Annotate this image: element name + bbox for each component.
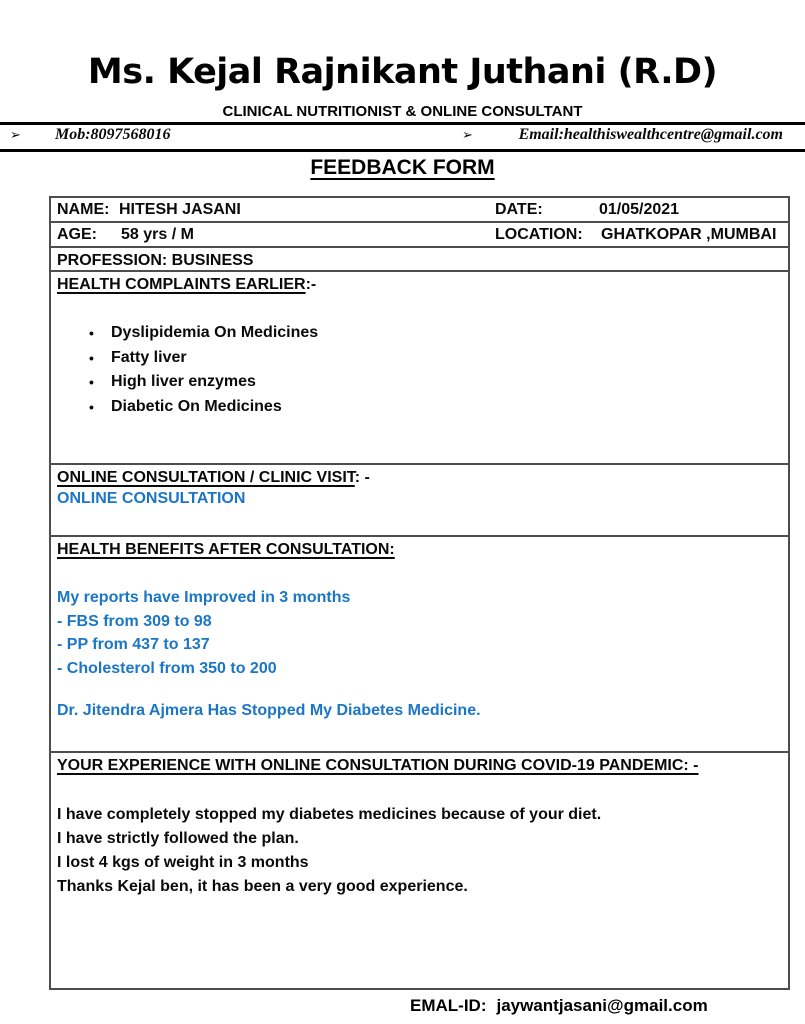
row-name-date: [51, 198, 788, 223]
form-title-text: FEEDBACK FORM: [310, 156, 495, 179]
section-health-benefits: [51, 541, 788, 753]
page-title: Ms. Kejal Rajnikant Juthani (R.D): [87, 52, 718, 92]
date-value: 01/05/2021: [599, 201, 680, 218]
complaints-heading-suffix: :-: [305, 276, 317, 293]
complaint-text: Diabetic On Medicines: [111, 397, 282, 415]
location-label: LOCATION:: [495, 226, 583, 243]
name-value: HITESH JASANI: [119, 201, 241, 218]
section-health-complaints: [51, 276, 788, 465]
footer-email-value: jaywantjasani@gmail.com: [496, 996, 708, 1015]
benefit-line: - Cholesterol from 350 to 200: [57, 659, 277, 677]
experience-line: I have strictly followed the plan.: [57, 830, 299, 847]
consultation-heading: [57, 469, 788, 487]
benefits-heading-text: HEALTH BENEFITS AFTER CONSULTATION:: [57, 541, 395, 558]
list-item: [51, 395, 788, 420]
form-table: [49, 196, 790, 990]
page-subtitle: CLINICAL NUTRITIONIST & ONLINE CONSULTANT: [222, 103, 583, 120]
benefit-line: - PP from 437 to 137: [57, 636, 210, 653]
bullet-icon: •: [89, 374, 94, 390]
footer-email: [410, 996, 708, 1016]
footer-email-label: EMAL-ID:: [410, 996, 487, 1015]
list-item: [51, 346, 788, 371]
experience-line: I have completely stopped my diabetes medicines because of your diet.: [57, 806, 602, 823]
arrow-bullet-icon: ➢: [462, 128, 473, 143]
name-label: NAME:: [57, 201, 110, 218]
consultation-heading-suffix: : -: [354, 469, 370, 486]
benefit-line: My reports have Improved in 3 months: [57, 589, 351, 606]
profession-value: PROFESSION: BUSINESS: [57, 252, 254, 269]
bullet-icon: •: [89, 349, 94, 366]
date-label: DATE:: [495, 201, 543, 218]
bullet-icon: •: [89, 398, 94, 415]
list-item: [51, 321, 788, 346]
complaints-heading-text: HEALTH COMPLAINTS EARLIER: [57, 276, 306, 293]
benefits-heading: [57, 541, 788, 559]
location-value: GHATKOPAR ,MUMBAI: [601, 226, 777, 243]
complaint-text: High liver enzymes: [111, 373, 256, 390]
age-value: 58 yrs / M: [121, 226, 194, 243]
experience-heading: [57, 757, 788, 775]
arrow-bullet-icon: ➢: [10, 128, 21, 143]
experience-line: Thanks Kejal ben, it has been a very good experience.: [57, 878, 468, 895]
benefits-lines: [57, 586, 788, 680]
consultation-heading-text: ONLINE CONSULTATION / CLINIC VISIT: [57, 469, 355, 486]
bullet-icon: •: [89, 325, 94, 341]
benefits-note: Dr. Jitendra Ajmera Has Stopped My Diabetes Medicine.: [57, 702, 481, 719]
contact-email: Email:healthiswealthcentre@gmail.com: [518, 126, 783, 143]
list-item: [51, 370, 788, 395]
experience-lines: [57, 803, 788, 899]
section-consultation-type: [51, 469, 788, 537]
age-label: AGE:: [57, 226, 97, 243]
experience-line: I lost 4 kgs of weight in 3 months: [57, 854, 309, 871]
consultation-answer: ONLINE CONSULTATION: [57, 490, 246, 507]
benefit-line: - FBS from 309 to 98: [57, 612, 212, 630]
complaints-list: [51, 321, 788, 419]
complaint-text: Fatty liver: [111, 348, 187, 366]
section-experience: [51, 757, 788, 1005]
experience-heading-text: YOUR EXPERIENCE WITH ONLINE CONSULTATION DURING COVID-19 PANDEMIC: -: [57, 757, 699, 774]
contact-band: [0, 122, 805, 152]
row-profession: [51, 248, 788, 272]
row-age-location: [51, 223, 788, 248]
complaints-heading: [57, 276, 788, 294]
form-title: [0, 156, 805, 180]
complaint-text: Dyslipidemia On Medicines: [111, 324, 319, 341]
mobile-number: Mob:8097568016: [55, 126, 171, 143]
